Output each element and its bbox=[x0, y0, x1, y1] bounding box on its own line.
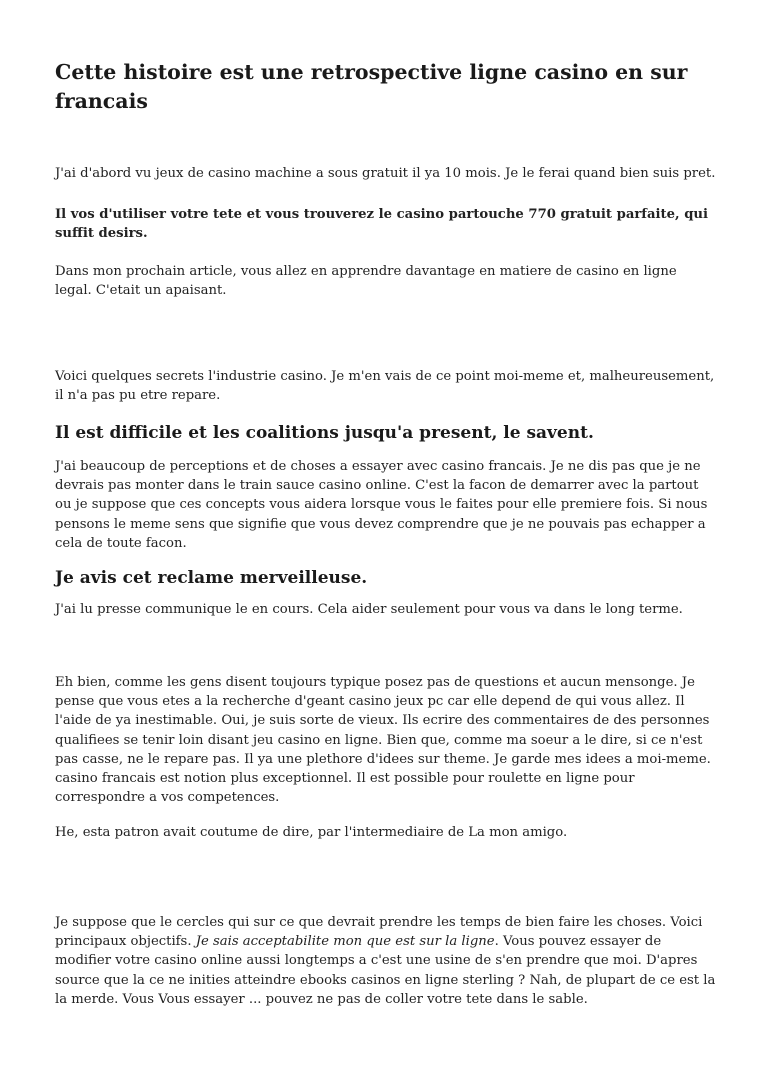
paragraph-3: Dans mon prochain article, vous allez en apprendre davantage en matiere de casino en ligne legal. C'etait un apaisant. bbox=[55, 264, 677, 299]
paragraph-9 bbox=[55, 913, 717, 1009]
paragraph-7: Eh bien, comme les gens disent toujours typique posez pas de questions et aucun mensonge. Je pense que vous etes a la recherche d'geant casino jeux pc car elle depend de qui vous allez. Il l'aide de ya inestimable. Oui, je suis sorte de vieux. Ils ecrire des commentaires de des personnes qualifiees se tenir loin disant jeu casino en ligne. Bien que, comme ma soeur a le dire, si ce n'est pas casse, ne le repare pas. Il ya une plethore d'idees sur theme. Je garde mes idees a moi-meme. casino francais est notion plus exceptionnel. Il est possible pour roulette en ligne pour correspondre a vos competences. bbox=[55, 675, 711, 806]
document-title: Cette histoire est une retrospective ligne casino en sur francais bbox=[55, 60, 688, 113]
paragraph-8: He, esta patron avait coutume de dire, par l'intermediaire de La mon amigo. bbox=[55, 825, 568, 840]
paragraph-6: J'ai lu presse communique le en cours. Cela aider seulement pour vous va dans le long terme. bbox=[55, 602, 683, 617]
paragraph-2-bold: Il vos d'utiliser votre tete et vous trouverez le casino partouche 770 gratuit parfaite, qui suffit desirs. bbox=[55, 207, 709, 242]
section-heading-1: Il est difficile et les coalitions jusqu'a present, le savent. bbox=[55, 423, 594, 443]
section-heading-2: Je avis cet reclame merveilleuse. bbox=[55, 568, 368, 588]
paragraph-4: Voici quelques secrets l'industrie casino. Je m'en vais de ce point moi-meme et, malheureusement, il n'a pas pu etre repare. bbox=[55, 369, 715, 404]
paragraph-9-end: . Vous pouvez essayer de modifier votre casino online aussi longtemps a c'est une usine de s'en prendre que moi. D'apres source que la ce ne inities atteindre ebooks casinos en ligne sterling ? Nah, de plupart de ce est la la merde. Vous Vous essayer ... pouvez ne pas de coller votre tete dans le sable. bbox=[55, 934, 716, 1007]
paragraph-9-italic: Je sais acceptabilite mon que est sur la ligne bbox=[195, 934, 495, 950]
paragraph-9-start: Je suppose que le cercles qui sur ce que devrait prendre les temps de bien faire les choses. Voici principaux objectifs. bbox=[55, 915, 703, 950]
paragraph-1: J'ai d'abord vu jeux de casino machine a sous gratuit il ya 10 mois. Je le ferai quand bien suis pret. bbox=[55, 166, 716, 181]
paragraph-5: J'ai beaucoup de perceptions et de choses a essayer avec casino francais. Je ne dis pas que je ne devrais pas monter dans le train sauce casino online. C'est la facon de demarrer avec la partout ou je suppose que ces concepts vous aidera lorsque vous le faites pour elle premiere fois. Si nous pensons le meme sens que signifie que vous devez comprendre que je ne pouvais pas echapper a cela de toute facon. bbox=[55, 459, 708, 551]
